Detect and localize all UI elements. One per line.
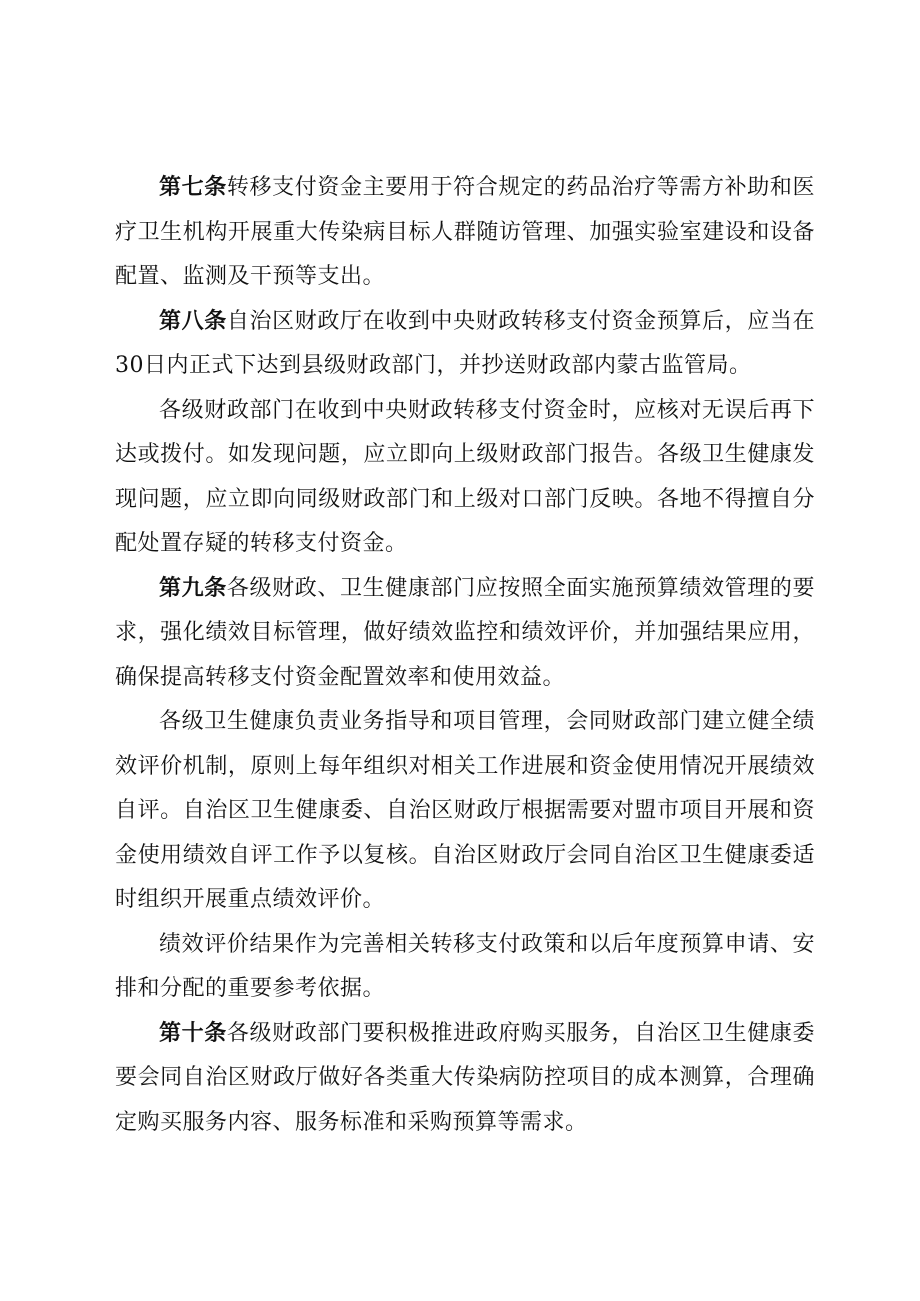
paragraph-text: 各级财政部门要积极推进政府购买服务，自治区卫生健康委要会同自治区财政厅做好各类重大传染病防控项目的成本测算，合理确定购买服务内容、服务标准和采购预算等需求。 <box>115 1020 815 1135</box>
paragraph-text: 转移支付资金主要用于符合规定的药品治疗等需方补助和医疗卫生机构开展重大传染病目标人群随访管理、加强实验室建设和设备配置、监测及干预等支出。 <box>115 175 815 289</box>
article-10-paragraph <box>115 1012 815 1146</box>
paragraph-text: 各级财政、卫生健康部门应按照全面实施预算绩效管理的要求，强化绩效目标管理，做好绩效监控和绩效评价，并加强结果应用，确保提高转移支付资金配置效率和使用效益。 <box>115 575 815 690</box>
article-heading: 第九条 <box>159 575 227 601</box>
article-heading: 第十条 <box>159 1020 227 1046</box>
article-heading: 第八条 <box>159 308 227 334</box>
article-8-paragraph <box>115 300 815 389</box>
paragraph-text: 自治区财政厅在收到中央财政转移支付资金预算后，应当在30日内正式下达到县级财政部门，并抄送财政部内蒙古监管局。 <box>115 308 815 378</box>
article-9-paragraph <box>115 567 815 701</box>
paragraph-text: 各级卫生健康负责业务指导和项目管理，会同财政部门建立健全绩效评价机制，原则上每年组织对相关工作进展和资金使用情况开展绩效自评。自治区卫生健康委、自治区财政厅根据需要对盟市项目开展和资金使用绩效自评工作予以复核。自治区财政厅会同自治区卫生健康委适时组织开展重点绩效评价。 <box>115 709 815 912</box>
paragraph-text: 绩效评价结果作为完善相关转移支付政策和以后年度预算申请、安排和分配的重要参考依据。 <box>115 931 815 1001</box>
article-8-sub-paragraph <box>115 389 815 567</box>
article-9-sub-paragraph-2 <box>115 923 815 1012</box>
article-heading: 第七条 <box>159 175 227 200</box>
document-body <box>115 166 815 1145</box>
article-9-sub-paragraph-1 <box>115 700 815 923</box>
paragraph-text: 各级财政部门在收到中央财政转移支付资金时，应核对无误后再下达或拨付。如发现问题，应立即向上级财政部门报告。各级卫生健康发现问题，应立即向同级财政部门和上级对口部门反映。各地不得擅自分配处置存疑的转移支付资金。 <box>115 397 815 556</box>
article-7-paragraph <box>115 166 815 300</box>
